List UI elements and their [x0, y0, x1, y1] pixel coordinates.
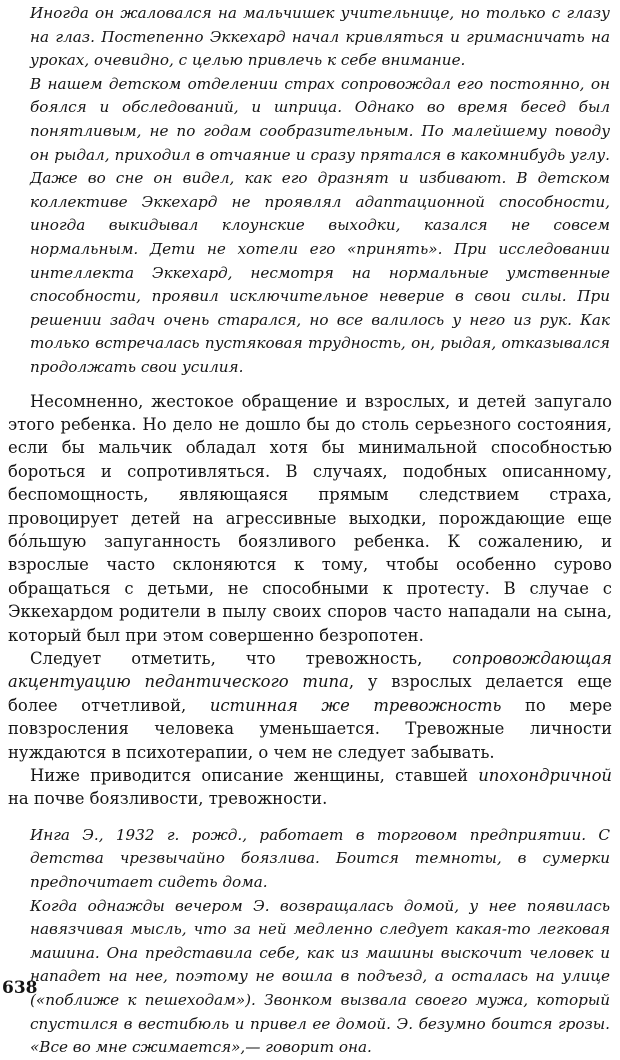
case-study-eckehard: [8, 2, 612, 380]
text-run: на почве боязливости, тревожности.: [8, 789, 328, 809]
body-paragraph: Несомненно, жестокое обращение и взрослых, и детей запугало этого ребенка. Но дело не дошло бы до столь серьезного состояния, если бы мальчик обладал хотя бы минимальной способностью бороться и сопротивляться. В случаях, подобных описанному, беспомощность, являющаяся прямым следствием страха, провоцирует детей на агрессивные выходки, порождающие еще бóльшую запуганность боязливого ребенка. К сожалению, и взрослые часто склоняются к тому, чтобы особенно сурово обращаться с детьми, не способными к протесту. В случае с Эккехардом родители в пылу своих споров часто нападали на сына, который был при этом совершенно безропотен.: [8, 391, 612, 645]
italic-term: истинная же тревожность: [209, 695, 502, 715]
case-paragraph: Иногда он жаловался на мальчишек учительнице, но только с глазу на глаз. Постепенно Эккехард начал кривляться и гримасничать на уроках, очевидно, с целью привлечь к себе внимание.: [30, 4, 610, 70]
page-number: 638: [2, 978, 38, 998]
italic-term: сопровождающая акцентуацию педантического типа: [8, 648, 612, 692]
case-paragraph: Когда однажды вечером Э. возвращалась домой, у нее появилась навязчивая мысль, что за ней медленно следует какая-то легковая машина. Она представила себе, как из машины выскочит человек и нападет на нее, поэтому не вошла в подъезд, а осталась на улице («поближе к пешеходам»). Звонком вызвала своего мужа, который спустился в вестибюль и привел ее домой. Э. безумно боится грозы. «Все во мне сжимается»,— говорит она.: [30, 896, 610, 1057]
text-run: Следует отметить, что тревожность,: [30, 648, 453, 668]
italic-term: ипохондричной: [478, 766, 612, 785]
text-run: Ниже приводится описание женщины, ставшей: [30, 766, 479, 785]
spacer: [8, 380, 612, 390]
spacer: [8, 811, 612, 824]
main-text: [8, 390, 612, 811]
case-paragraph: Инга Э., 1932 г. рожд., работает в торговом предприятии. С детства чрезвычайно боязлива. Боится темноты, в сумерки предпочитает сидеть дома.: [30, 825, 610, 891]
text-run: по мере повзросления человека уменьшается. Тревожные личности нуждаются в психотерапии, о чем не следует забывать.: [8, 695, 613, 762]
case-study-inga: [8, 824, 612, 1060]
case-paragraph: В нашем детском отделении страх сопровождал его постоянно, он боялся и обследований, и шприца. Однако во время бесед был понятливым, не по годам сообразительным. По малейшему поводу он рыдал, приходил в отчаяние и сразу прятался в какомнибудь углу. Даже во сне он видел, как его дразнят и избивают. В детском коллективе Эккехард не проявлял адаптационной способности, иногда выкидывал клоунские выходки, казался не совсем нормальным. Дети не хотели его «принять». При исследовании интеллекта Эккехард, несмотря на нормальные умственные способности, проявил исключительное неверие в свои силы. При решении задач очень старался, но все валилось у него из рук. Как только встречалась пустяковая трудность, он, рыдая, отказывался продолжать свои усилия.: [30, 74, 610, 376]
text-run: , у взрослых делается еще более отчетливой,: [8, 672, 612, 715]
body-paragraph: [8, 647, 612, 764]
body-paragraph: [8, 764, 612, 811]
